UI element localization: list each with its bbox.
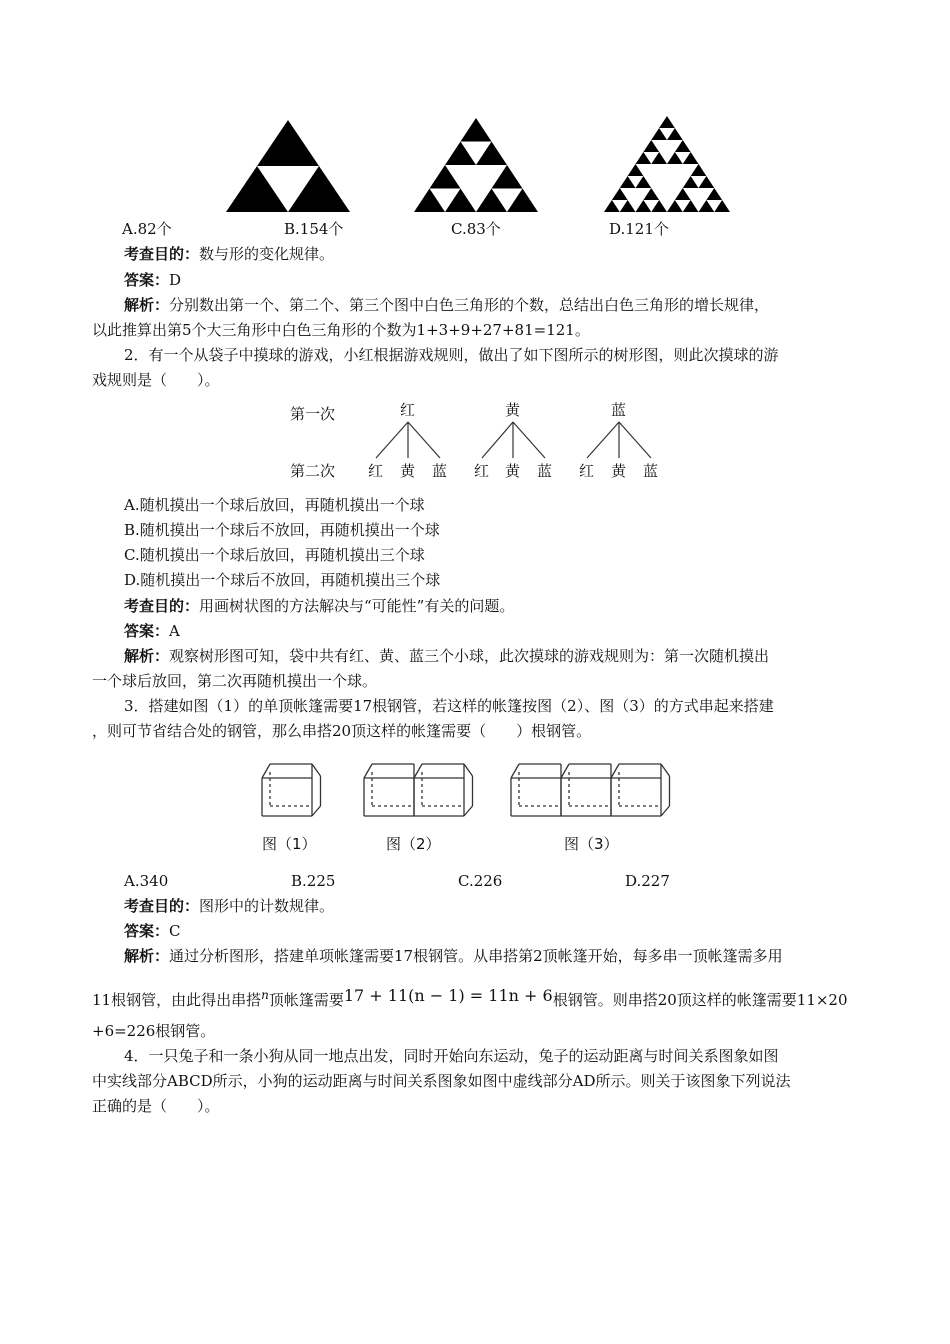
q3-stem: 3．搭建如图（1）的单顶帐篷需要17根钢管，若这样的帐篷按图（2）、图（3）的方式串起来搭建 [124, 697, 774, 715]
q1-option-d: D.121个 [609, 220, 669, 238]
q4-stem-cont: 中实线部分ABCD所示，小狗的运动距离与时间关系图象如图中虚线部分AD所示。则关于该图象下列说法 [92, 1072, 791, 1090]
q3-analysis-end: +6=226根钢管。 [92, 1022, 216, 1040]
sierpinski-figure-1 [226, 120, 350, 212]
q2-option-a: A.随机摸出一个球后放回，再随机摸出一个球 [124, 496, 425, 514]
q2-option-d: D.随机摸出一个球后不放回，再随机摸出三个球 [124, 571, 441, 589]
tree-leaf: 蓝 [537, 462, 553, 480]
tree-leaf: 黄 [505, 462, 521, 480]
q2-analysis-cont: 一个球后放回，第二次再随机摸出一个球。 [92, 672, 378, 690]
fig-label-3: 图（3） [564, 835, 619, 853]
q2-stem-cont: 戏规则是（ ）。 [92, 371, 220, 389]
sierpinski-figure-2 [414, 118, 538, 212]
q3-answer: 答案：C [124, 922, 181, 940]
q2-analysis: 解析：观察树形图可知，袋中共有红、黄、蓝三个小球，此次摸球的游戏规则为：第一次随机摸出 [124, 647, 770, 665]
formula: 17 + 11(n − 1) = 11n + 6 [343, 986, 553, 1005]
fig-label-2: 图（2） [386, 835, 441, 853]
q2-aim: 考查目的：用画树状图的方法解决与“可能性”有关的问题。 [124, 597, 515, 615]
q1-option-c: C.83个 [451, 220, 501, 238]
tree-leaf: 红 [474, 462, 490, 480]
q1-analysis-cont: 以此推算出第5个大三角形中白色三角形的个数为1+3+9+27+81=121。 [92, 321, 590, 339]
q3-aim: 考查目的：图形中的计数规律。 [124, 897, 335, 915]
tree-diagram [280, 398, 680, 486]
tree-leaf: 红 [368, 462, 384, 480]
q2-stem: 2．有一个从袋子中摸球的游戏，小红根据游戏规则，做出了如下图所示的树形图，则此次摸球的游 [124, 346, 779, 364]
tent-figure-1 [258, 756, 348, 822]
q3-analysis: 解析：通过分析图形，搭建单项帐篷需要17根钢管。从串搭第2顶帐篷开始，每多串一顶帐篷需多用 [124, 947, 783, 965]
q3-option-d: D.227 [625, 872, 670, 890]
q2-option-b: B.随机摸出一个球后不放回，再随机摸出一个球 [124, 521, 440, 539]
q1-analysis: 解析：分别数出第一个、第二个、第三个图中白色三角形的个数，总结出白色三角形的增长规律， [124, 296, 770, 314]
q1-answer: 答案：D [124, 271, 182, 289]
tree-leaf: 红 [579, 462, 595, 480]
tree-root-red: 红 [400, 401, 416, 419]
q1-aim: 考查目的：数与形的变化规律。 [124, 245, 335, 263]
tree-leaf: 黄 [400, 462, 416, 480]
q3-option-c: C.226 [458, 872, 503, 890]
q3-stem-cont: ，则可节省结合处的钢管，那么串搭20顶这样的帐篷需要（ ）根钢管。 [92, 722, 592, 740]
tree-leaf: 黄 [611, 462, 627, 480]
q3-option-b: B.225 [291, 872, 336, 890]
tree-leaf: 蓝 [432, 462, 448, 480]
q3-analysis-cont: 11根钢管，由此得出串搭$^n$顶帐篷需要17 + 11(n − 1) = 11n + 6根钢管。则串搭20顶这样的帐篷需要11×20 [92, 986, 848, 1009]
q4-stem: 4．一只兔子和一条小狗从同一地点出发，同时开始向东运动，兔子的运动距离与时间关系图象如图 [124, 1047, 779, 1065]
fig-label-1: 图（1） [262, 835, 317, 853]
tree-leaf: 蓝 [643, 462, 659, 480]
tent-figure-3 [507, 756, 703, 822]
tree-row2-label: 第二次 [290, 462, 336, 480]
q3-option-a: A.340 [124, 872, 169, 890]
tree-row1-label: 第一次 [290, 405, 336, 423]
sierpinski-figure-3 [604, 116, 730, 212]
tree-root-blue: 蓝 [611, 401, 627, 419]
tree-root-yellow: 黄 [505, 401, 521, 419]
q4-stem-end: 正确的是（ ）。 [92, 1097, 220, 1115]
q1-option-b: B.154个 [284, 220, 344, 238]
q2-option-c: C.随机摸出一个球后放回，再随机摸出三个球 [124, 546, 425, 564]
tent-figure-2 [360, 756, 500, 822]
q1-option-a: A.82个 [122, 220, 172, 238]
q2-answer: 答案：A [124, 622, 180, 640]
